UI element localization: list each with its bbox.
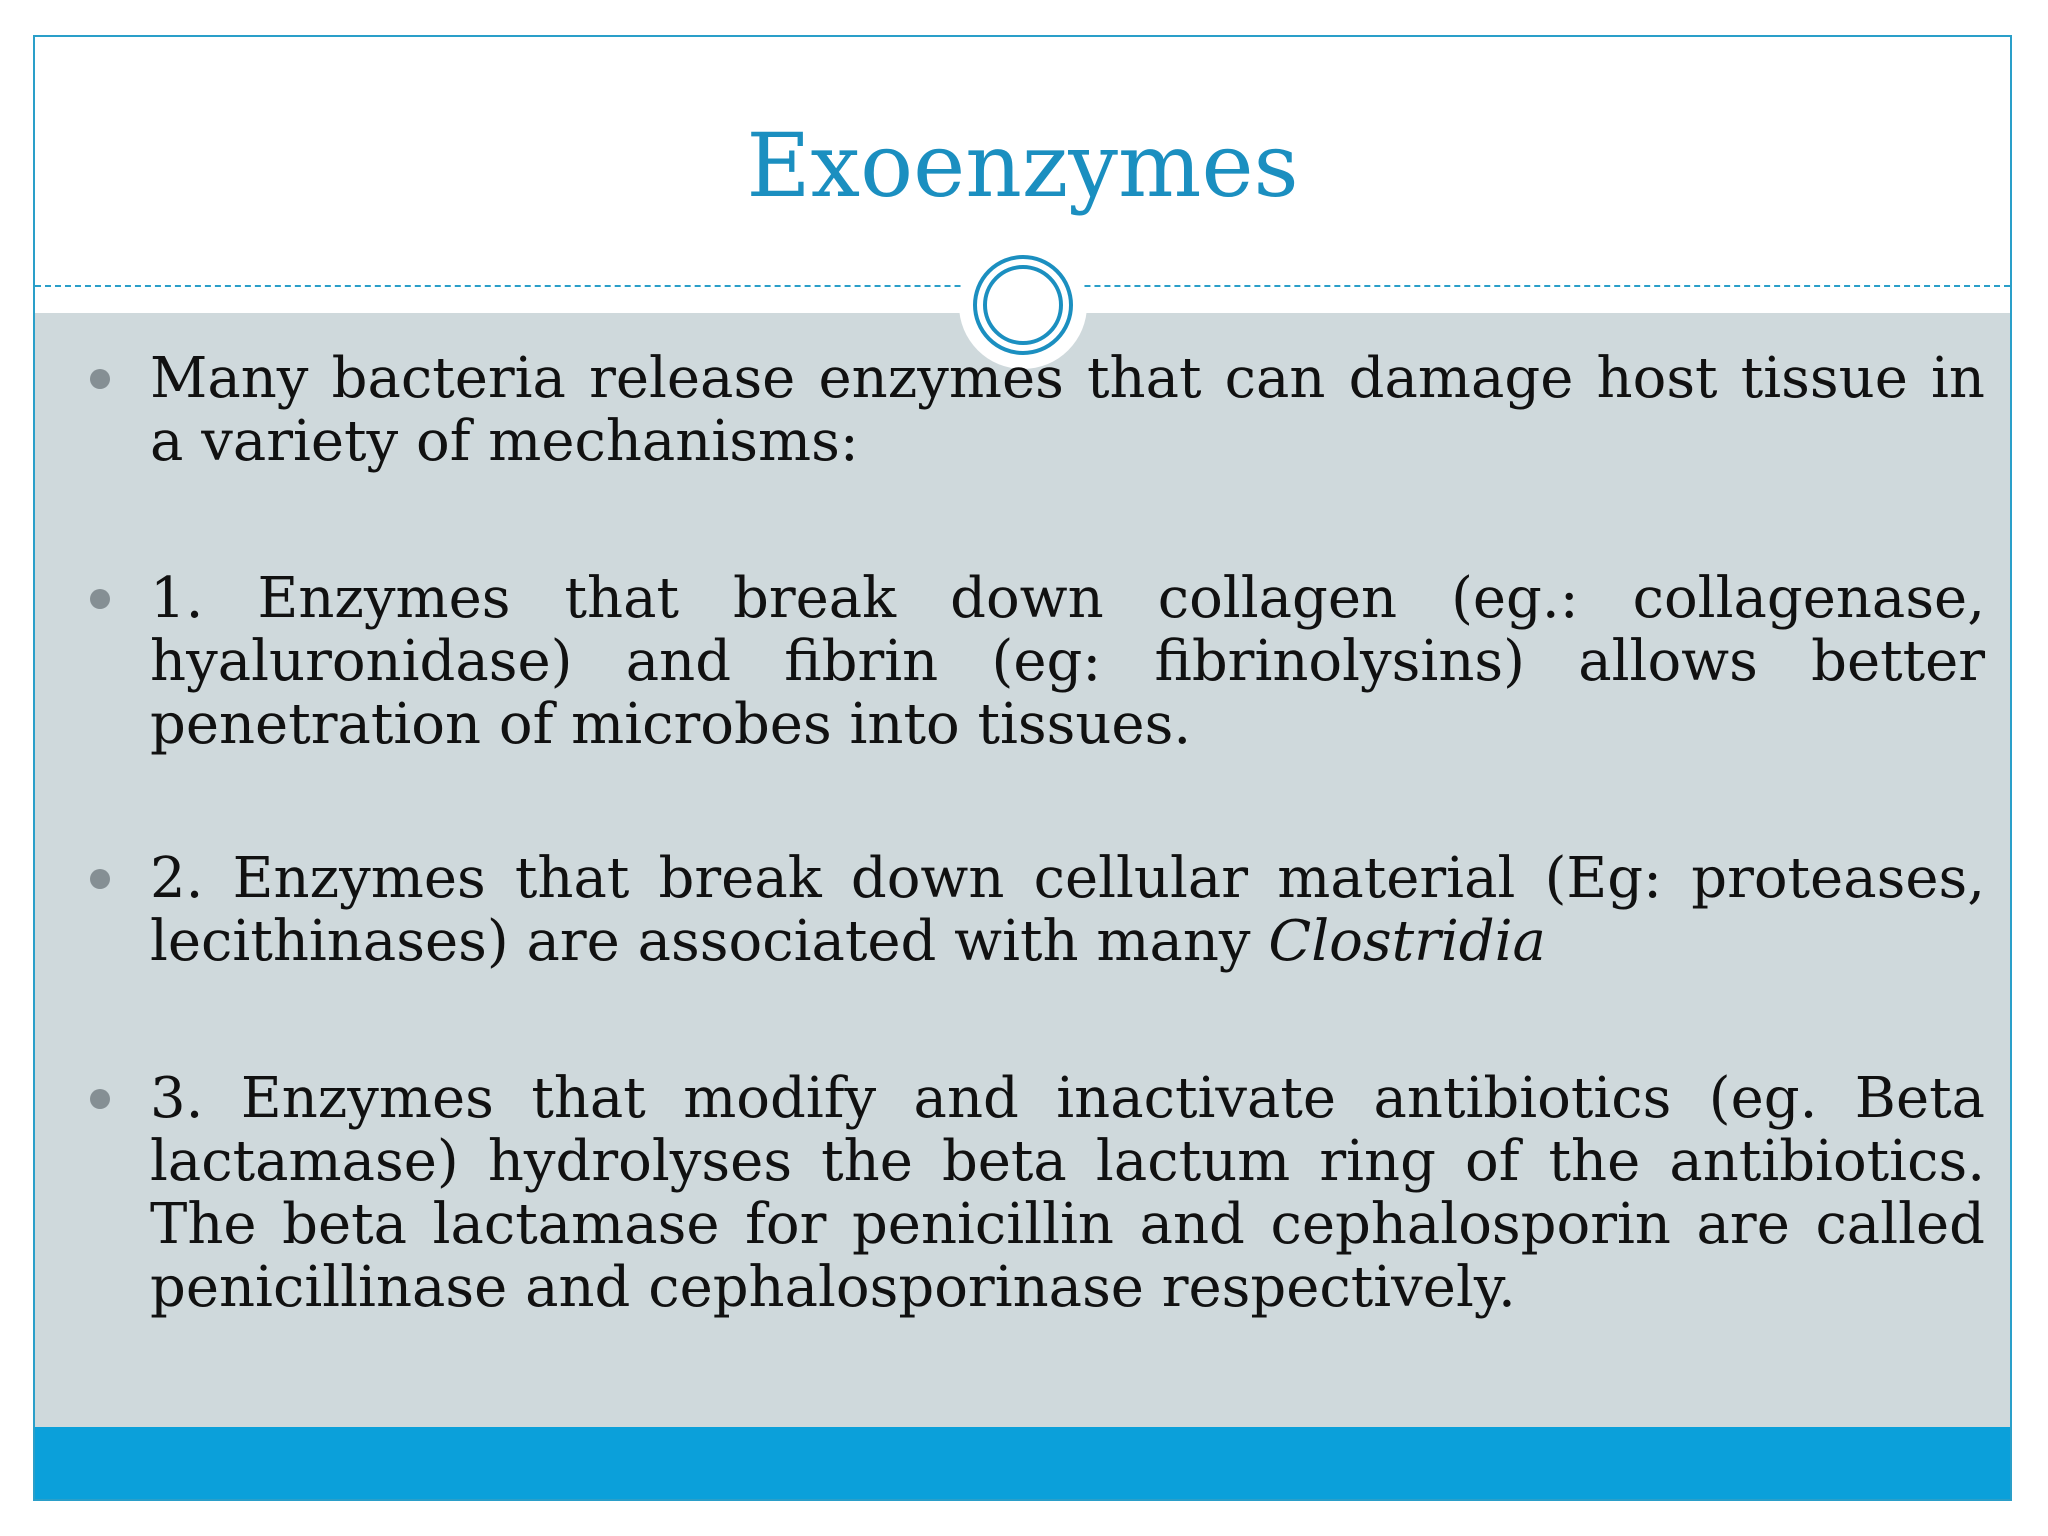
bullet-text: Many bacteria release enzymes that can damage host tissue in a variety of mechanisms:: [150, 346, 1985, 474]
bullet-dot-icon: [90, 1089, 110, 1109]
bullet-item: [150, 847, 1985, 973]
slide: [33, 35, 2012, 1501]
bullet-item: [150, 347, 1985, 473]
bullet-dot-icon: [90, 589, 110, 609]
bullet-dot-icon: [90, 869, 110, 889]
circle-ornament-inner: [983, 265, 1063, 345]
bullet-dot-icon: [90, 369, 110, 389]
bullet-item: [150, 1067, 1985, 1319]
bullet-item: [150, 567, 1985, 756]
bullet-text: 2. Enzymes that break down cellular material (Eg: proteases, lecithinases) are associated with many: [150, 846, 1985, 974]
slide-title: Exoenzymes: [746, 114, 1299, 217]
bullet-text: 1. Enzymes that break down collagen (eg.: collagenase, hyaluronidase) and fibrin (eg: fibrinolysins) allows better penetration of microbes into tissues.: [150, 566, 1985, 757]
bullet-italic-genus: Clostridia: [1268, 909, 1546, 974]
bullet-text: 3. Enzymes that modify and inactivate antibiotics (eg. Beta lactamase) hydrolyses the beta lactum ring of the antibiotics. The beta lactamase for penicillin and cephalosporin are called penicillinase and cephalosporinase respectively.: [150, 1066, 1985, 1320]
bottom-accent-bar: [35, 1427, 2010, 1499]
